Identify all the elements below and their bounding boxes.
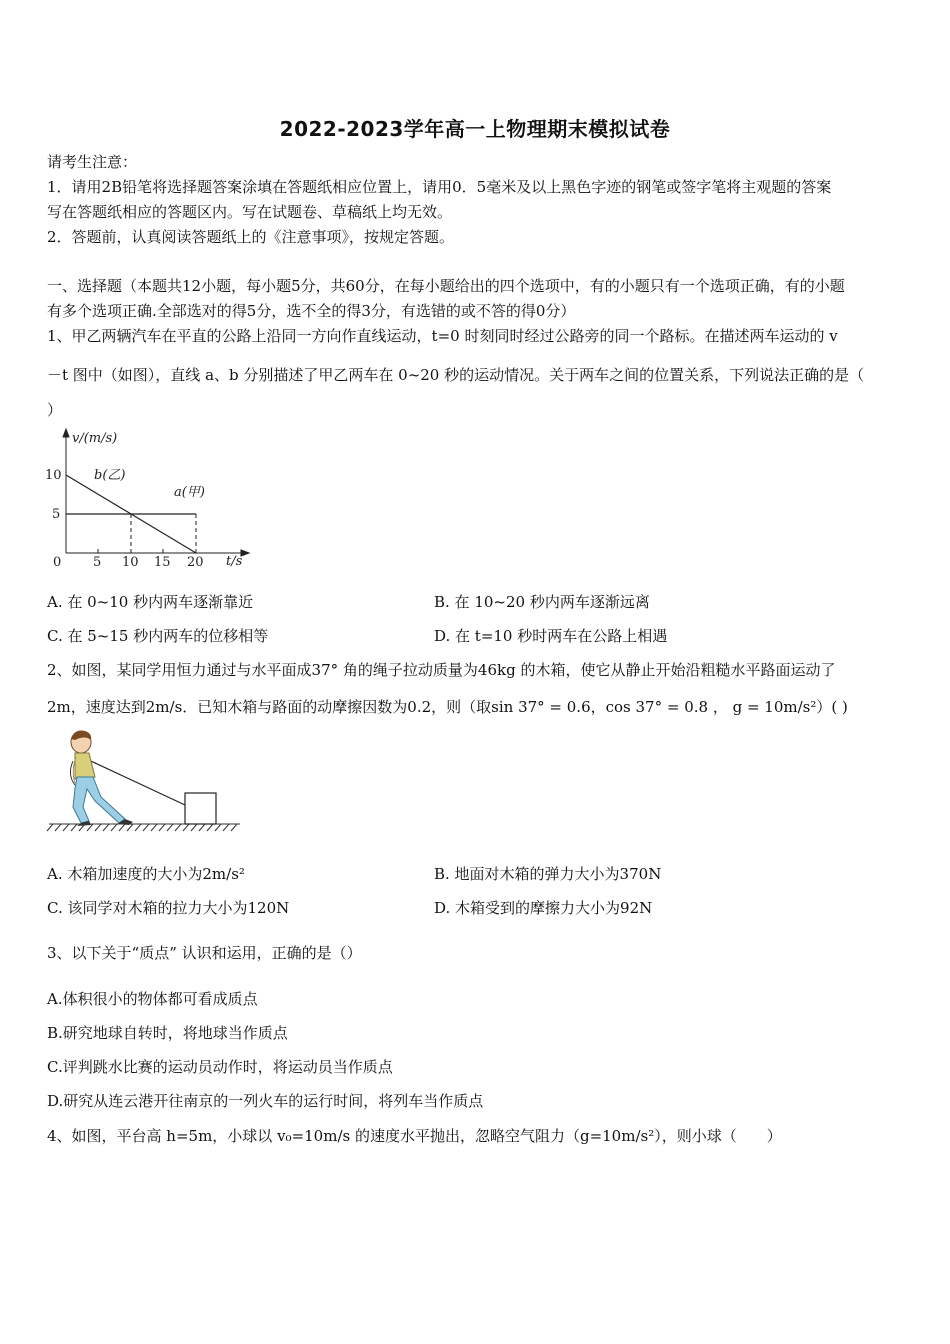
- q1-option-b: B. 在 10~20 秒内两车逐渐远离: [434, 593, 650, 611]
- q3-option-b: B.研究地球自转时，将地球当作质点: [47, 1024, 288, 1042]
- x-axis-label: t/s: [226, 554, 243, 569]
- notice-item-2: 2．答题前，认真阅读答题纸上的《注意事项》，按规定答题。: [47, 228, 455, 246]
- y-axis-arrow: [63, 429, 69, 437]
- xtick-15: 15: [154, 555, 171, 570]
- q2-stem-b: 2m，速度达到2m/s．已知木箱与路面的动摩擦因数为0.2，则（取sin 37° = 0.6，cos 37° = 0.8 ， g = 10m/s²）( ): [47, 698, 848, 716]
- ground: [47, 824, 240, 831]
- section-heading-a: 一、选择题（本题共12小题，每小题5分，共60分，在每小题给出的四个选项中，有的小题只有一个选项正确，有的小题: [47, 277, 845, 295]
- y-axis-label: v/(m/s): [72, 431, 118, 446]
- q2-option-c: C. 该同学对木箱的拉力大小为120N: [47, 899, 290, 917]
- q3-option-a: A.体积很小的物体都可看成质点: [47, 990, 258, 1008]
- wooden-box: [185, 793, 216, 824]
- q2-option-d: D. 木箱受到的摩擦力大小为92N: [434, 899, 653, 917]
- q4-stem: 4、如图，平台高 h=5m，小球以 v₀=10m/s 的速度水平抛出，忽略空气阻力（g=10m/s²），则小球（ ）: [47, 1127, 782, 1145]
- label-b: b(乙): [94, 468, 126, 483]
- q2-option-a: A. 木箱加速度的大小为2m/s²: [47, 865, 245, 883]
- student-icon: [70, 731, 133, 826]
- q1-option-d: D. 在 t=10 秒时两车在公路上相遇: [434, 627, 668, 645]
- q3-option-c: C.评判跳水比赛的运动员动作时，将运动员当作质点: [47, 1058, 393, 1076]
- q3-stem: 3、以下关于“质点” 认识和运用，正确的是（）: [47, 944, 362, 962]
- q1-stem-b: －t 图中（如图），直线 a、b 分别描述了甲乙两车在 0~20 秒的运动情况。关于两车之间的位置关系，下列说法正确的是（: [47, 366, 865, 384]
- q2-option-b: B. 地面对木箱的弹力大小为370N: [434, 865, 662, 883]
- xtick-10: 10: [122, 555, 139, 570]
- q1-stem-a: 1、甲乙两辆汽车在平直的公路上沿同一方向作直线运动，t=0 时刻同时经过公路旁的同一个路标。在描述两车运动的 v: [47, 327, 838, 345]
- xtick-0: 0: [53, 555, 62, 570]
- q1-stem-c: ）: [47, 401, 63, 419]
- xtick-20: 20: [187, 555, 204, 570]
- xtick-5: 5: [93, 555, 102, 570]
- ytick-5: 5: [52, 507, 61, 522]
- q1-option-a: A. 在 0~10 秒内两车逐渐靠近: [47, 593, 254, 611]
- label-a: a(甲): [174, 485, 205, 500]
- q3-option-d: D.研究从连云港开往南京的一列火车的运行时间，将列车当作质点: [47, 1092, 484, 1110]
- q1-option-c: C. 在 5~15 秒内两车的位移相等: [47, 627, 269, 645]
- notice-heading: 请考生注意：: [47, 153, 138, 171]
- ytick-10: 10: [45, 468, 62, 483]
- page-title: 2022-2023学年高一上物理期末模拟试卷: [279, 117, 671, 141]
- q2-stem-a: 2、如图，某同学用恒力通过与水平面成37° 角的绳子拉动质量为46kg 的木箱，使它从静止开始沿粗糙水平路面运动了: [47, 661, 836, 679]
- notice-item-1b: 写在答题纸相应的答题区内。写在试题卷、草稿纸上均无效。: [47, 203, 453, 221]
- section-heading-b: 有多个选项正确.全部选对的得5分，选不全的得3分，有选错的或不答的得0分）: [47, 302, 576, 320]
- vt-graph: [40, 425, 255, 575]
- notice-item-1a: 1．请用2B铅笔将选择题答案涂填在答题纸相应位置上，请用0．5毫米及以上黑色字迹的钢笔或签字笔将主观题的答案: [47, 178, 832, 196]
- pulling-box-figure: [45, 727, 245, 837]
